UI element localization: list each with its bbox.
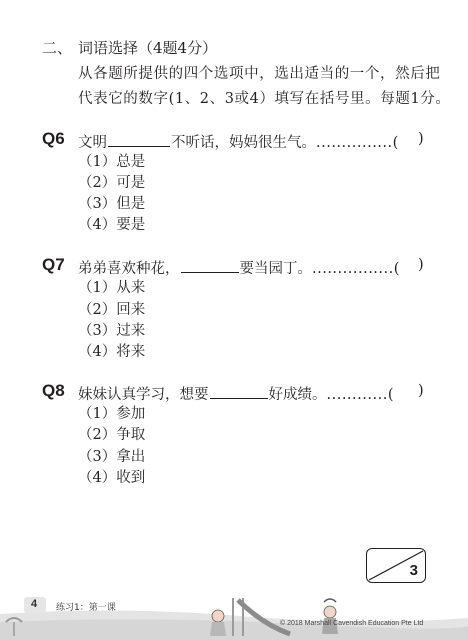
stem-after: 好成绩。 [268,387,327,403]
answer-blank [181,260,239,273]
stem-after: 要当园丁。 [239,261,312,277]
question-number: Q6 [42,129,65,148]
stem-before: 妹妹认真学习，想要 [78,387,209,403]
option-1: （1）总是 [78,154,146,170]
option-3: （3）过来 [78,323,146,339]
stem-before: 弟弟喜欢种花， [78,261,180,277]
section-title: 词语选择（4题4分） [78,39,218,57]
question-stem [78,131,398,152]
answer-paren-close: ) [418,383,424,399]
answer-paren-close: ) [418,257,424,273]
score-box [366,548,426,583]
section-number: 二、 [42,39,73,57]
option-2: （2）争取 [78,427,146,443]
question-stem [78,257,399,278]
question-stem [78,383,393,404]
lesson-label: 练习1：第一课 [56,603,116,613]
option-3: （3）拿出 [78,449,146,465]
option-2: （2）回来 [78,302,146,318]
option-2: （2）可是 [78,175,146,191]
answer-blank [210,386,268,399]
page-number: 4 [31,598,38,610]
answer-paren-open: ( [393,261,400,277]
instruction-line-1: 从各题所提供的四个选项中，选出适当的一个，然后把 [78,66,441,82]
stem-after: 不听话，妈妈很生气。 [171,135,316,151]
option-4: （4）要是 [78,217,146,233]
option-4: （4）收到 [78,470,146,486]
leader-dots: ............ [326,387,388,403]
leader-dots: ................ [312,261,394,277]
answer-blank [108,134,170,147]
option-1: （1）从来 [78,280,146,296]
question-number: Q7 [42,255,65,274]
answer-paren-open: ( [387,387,394,403]
copyright-notice: © 2018 Marshall Cavendish Education Pte Ltd [280,620,424,627]
score-total: 3 [409,562,418,579]
leader-dots: ............... [316,135,393,151]
question-number: Q8 [42,381,65,400]
answer-paren-close: ) [418,131,424,147]
option-4: （4）将来 [78,344,146,360]
instruction-line-2: 代表它的数字(1、2、3或4）填写在括号里。每题1分。 [78,91,451,107]
option-3: （3）但是 [78,196,146,212]
answer-paren-open: ( [392,135,399,151]
option-1: （1）参加 [78,406,146,422]
stem-before: 文明 [78,135,107,151]
